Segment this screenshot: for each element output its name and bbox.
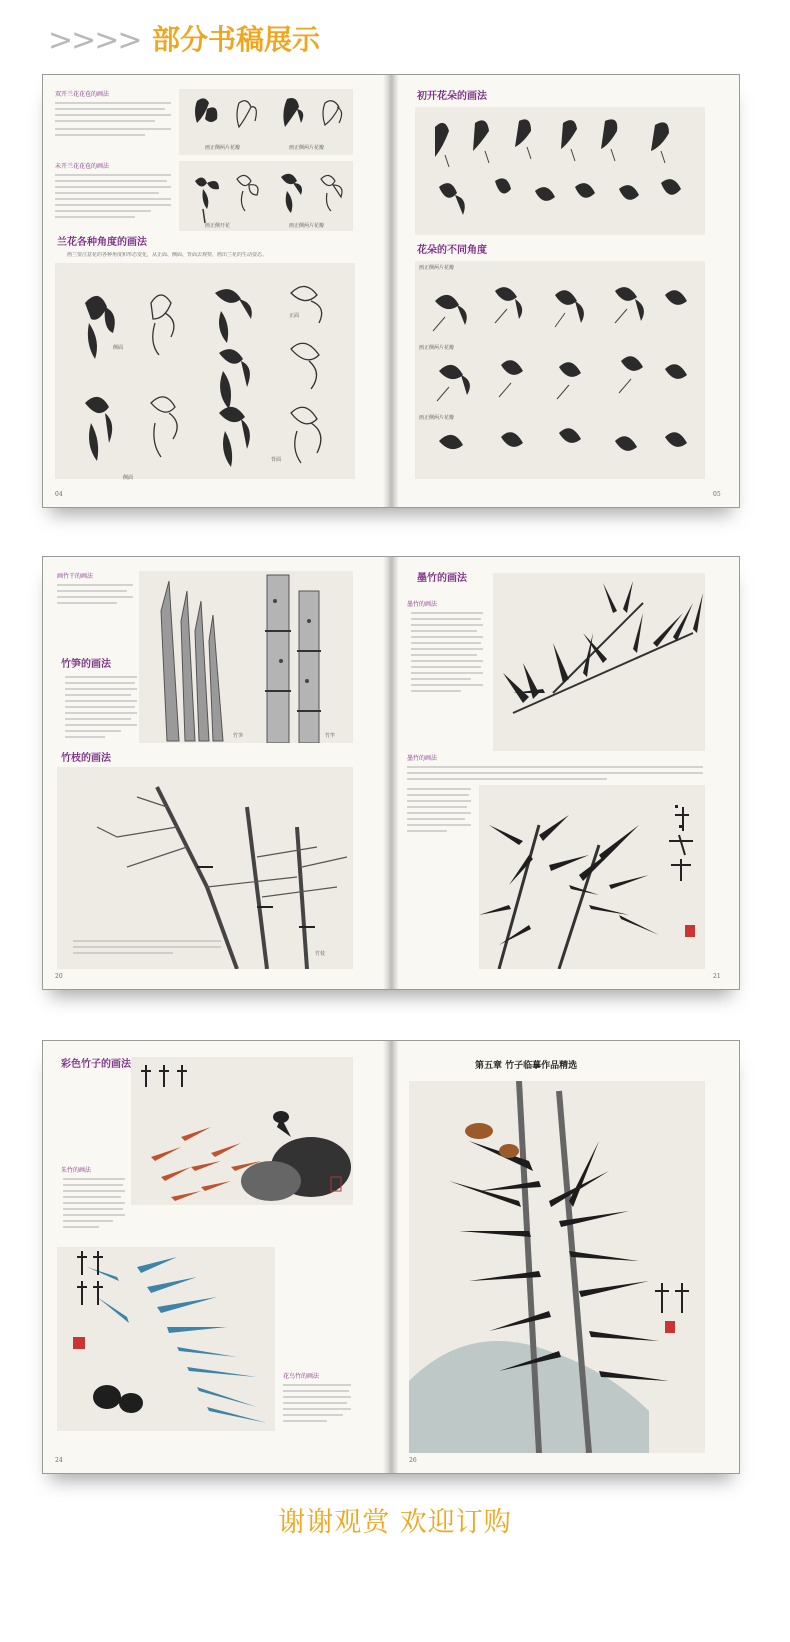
subheading: 画竹干的画法 [57, 573, 94, 580]
arrow-icon: >>>> [48, 23, 141, 58]
page-24 [43, 1041, 389, 1473]
text-block [407, 765, 705, 785]
subheading: 双开兰花花苞的画法 [55, 91, 110, 98]
text-block [63, 1177, 127, 1235]
caption: 侧面 [113, 345, 124, 351]
caption: 画正侧两片花瓣 [205, 145, 241, 151]
orchid-angles-panel-2 [415, 261, 705, 479]
page-number: 26 [409, 1457, 417, 1464]
book-spread-2 [42, 556, 740, 990]
text-block [283, 1383, 353, 1433]
caption: 竹笋 [233, 733, 244, 739]
bamboo-sparrow-painting [409, 1081, 705, 1453]
caption: 画正侧两片花瓣 [289, 223, 325, 229]
book-spread-1 [42, 74, 740, 508]
text-block [55, 101, 173, 141]
caption: 画正侧两片花瓣 [289, 145, 325, 151]
text-block [73, 939, 223, 959]
caption: 竹枝 [315, 951, 326, 957]
orchid-angles-panel [55, 263, 355, 479]
blue-bamboo-painting [57, 1247, 275, 1431]
caption: 画正侧两片花瓣 [419, 345, 455, 351]
section-heading: 兰花各种角度的画法 [57, 237, 147, 248]
book-spread-3 [42, 1040, 740, 1474]
section-heading: 墨竹的画法 [417, 573, 467, 584]
caption: 背面 [271, 457, 282, 463]
subheading: 未开兰花花苞的画法 [55, 163, 110, 170]
page-21 [393, 557, 739, 989]
page-20 [43, 557, 389, 989]
orchid-open-panel [179, 161, 353, 231]
intro-text: 画兰要注意花的各种角度和形态变化，从正面、侧面、背面去观察，画出兰花的生动姿态。 [67, 252, 268, 258]
section-heading: 彩色竹子的画法 [61, 1059, 131, 1070]
section-title: 部分书稿展示 [152, 23, 321, 56]
page-number: 20 [55, 973, 63, 980]
page-number: 05 [713, 491, 721, 498]
subheading: 花鸟竹的画法 [283, 1373, 320, 1380]
thanks-banner: 谢谢观赏 欢迎订购 [278, 1507, 512, 1538]
section-heading: 竹笋的画法 [61, 659, 111, 670]
book-gutter [383, 1041, 399, 1473]
text-block [57, 583, 135, 613]
page-number: 21 [713, 973, 721, 980]
chapter-title: 第五章 竹子临摹作品精选 [475, 1061, 578, 1071]
page-04 [43, 75, 389, 507]
bamboo-shoot-panel [139, 571, 353, 743]
orchid-bloom-panel [415, 107, 705, 235]
text-block [411, 611, 485, 701]
caption: 竹竿 [325, 733, 336, 739]
page-number: 24 [55, 1457, 63, 1464]
book-gutter [383, 557, 399, 989]
text-block [407, 787, 473, 847]
subheading: 墨竹的画法 [407, 755, 438, 762]
book-gutter [383, 75, 399, 507]
caption: 画正侧两片花瓣 [419, 415, 455, 421]
page-05 [393, 75, 739, 507]
subheading: 朱竹的画法 [61, 1167, 92, 1174]
caption: 侧面 [123, 475, 134, 481]
caption: 画正侧两片花瓣 [419, 265, 455, 271]
caption: 画正侧开花 [205, 223, 231, 229]
subheading: 墨竹的画法 [407, 601, 438, 608]
text-block [65, 675, 139, 745]
text-block [55, 173, 173, 221]
section-header [0, 0, 790, 70]
caption: 正面 [289, 313, 300, 319]
ink-bamboo-panel [493, 573, 705, 751]
red-bamboo-painting [131, 1057, 353, 1205]
page-26 [393, 1041, 739, 1473]
section-heading: 花朵的不同角度 [417, 245, 487, 256]
section-heading: 初开花朵的画法 [417, 91, 487, 102]
ink-bamboo-painting [479, 785, 705, 969]
section-heading: 竹枝的画法 [61, 753, 111, 764]
page-number: 04 [55, 491, 63, 498]
